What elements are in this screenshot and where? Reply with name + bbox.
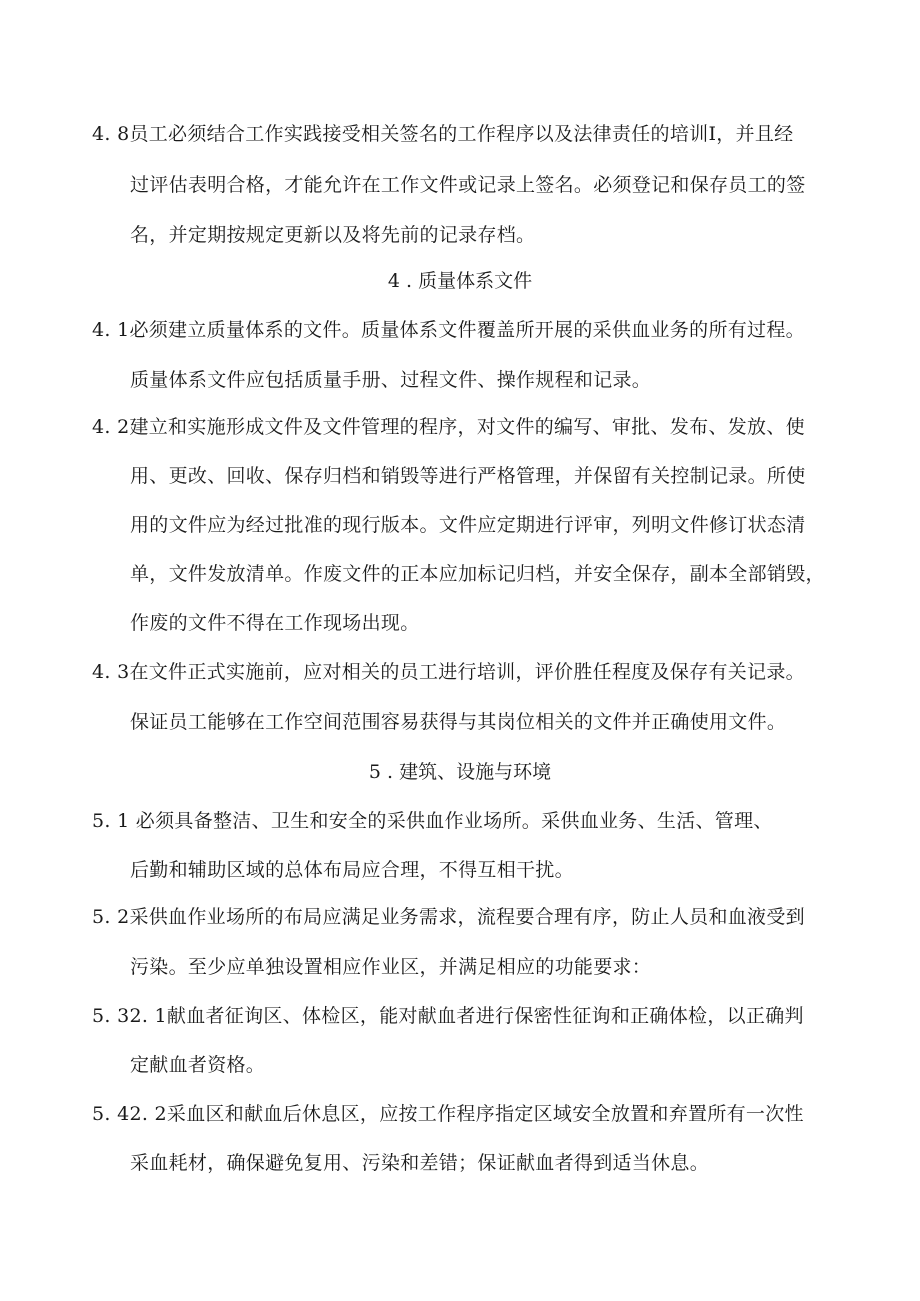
text-line: 单，文件发放清单。作废文件的正本应加标记归档，并安全保存，副本全部销毁， — [130, 563, 825, 585]
text-line: 5. 32. 1献血者征询区、体检区，能对献血者进行保密性征询和正确体检，以正确判 — [92, 1005, 804, 1027]
text-line: 用的文件应为经过批准的现行版本。文件应定期进行评审，列明文件修订状态清 — [130, 514, 806, 536]
text-line: 用、更改、回收、保存归档和销毁等进行严格管理，并保留有关控制记录。所使 — [130, 465, 806, 487]
text-line: 4. 8员工必须结合工作实践接受相关签名的工作程序以及法律责任的培训I，并且经 — [92, 123, 794, 145]
text-line: 作废的文件不得在工作现场出现。 — [130, 612, 420, 634]
text-line: 保证员工能够在工作空间范围容易获得与其岗位相关的文件并正确使用文件。 — [130, 711, 787, 733]
text-line: 4. 3在文件正式实施前，应对相关的员工进行培训，评价胜任程度及保存有关记录。 — [92, 661, 805, 683]
section-heading-5: 5 . 建筑、设施与环境 — [368, 761, 552, 783]
text-line: 定献血者资格。 — [130, 1054, 266, 1076]
section-heading-4: 4 . 质量体系文件 — [387, 270, 533, 292]
text-line: 采血耗材，确保避免复用、污染和差错；保证献血者得到适当休息。 — [130, 1152, 710, 1174]
text-line: 过评估表明合格，才能允许在工作文件或记录上签名。必须登记和保存员工的签 — [130, 174, 806, 196]
text-line: 4. 2建立和实施形成文件及文件管理的程序，对文件的编写、审批、发布、发放、使 — [92, 416, 805, 438]
text-line: 5. 2采供血作业场所的布局应满足业务需求，流程要合理有序，防止人员和血液受到 — [92, 906, 805, 928]
text-line: 4. 1必须建立质量体系的文件。质量体系文件覆盖所开展的采供血业务的所有过程。 — [92, 319, 805, 341]
text-line: 名，并定期按规定更新以及将先前的记录存档。 — [130, 224, 536, 246]
text-line: 污染。至少应单独设置相应作业区，并满足相应的功能要求： — [130, 956, 652, 978]
text-line: 质量体系文件应包括质量手册、过程文件、操作规程和记录。 — [130, 369, 652, 391]
text-line: 5. 1 必须具备整洁、卫生和安全的采供血作业场所。采供血业务、生活、管理、 — [92, 810, 773, 832]
text-line: 5. 42. 2采血区和献血后休息区，应按工作程序指定区域安全放置和弃置所有一次性 — [92, 1103, 804, 1125]
text-line: 后勤和辅助区域的总体布局应合理，不得互相干扰。 — [130, 859, 574, 881]
